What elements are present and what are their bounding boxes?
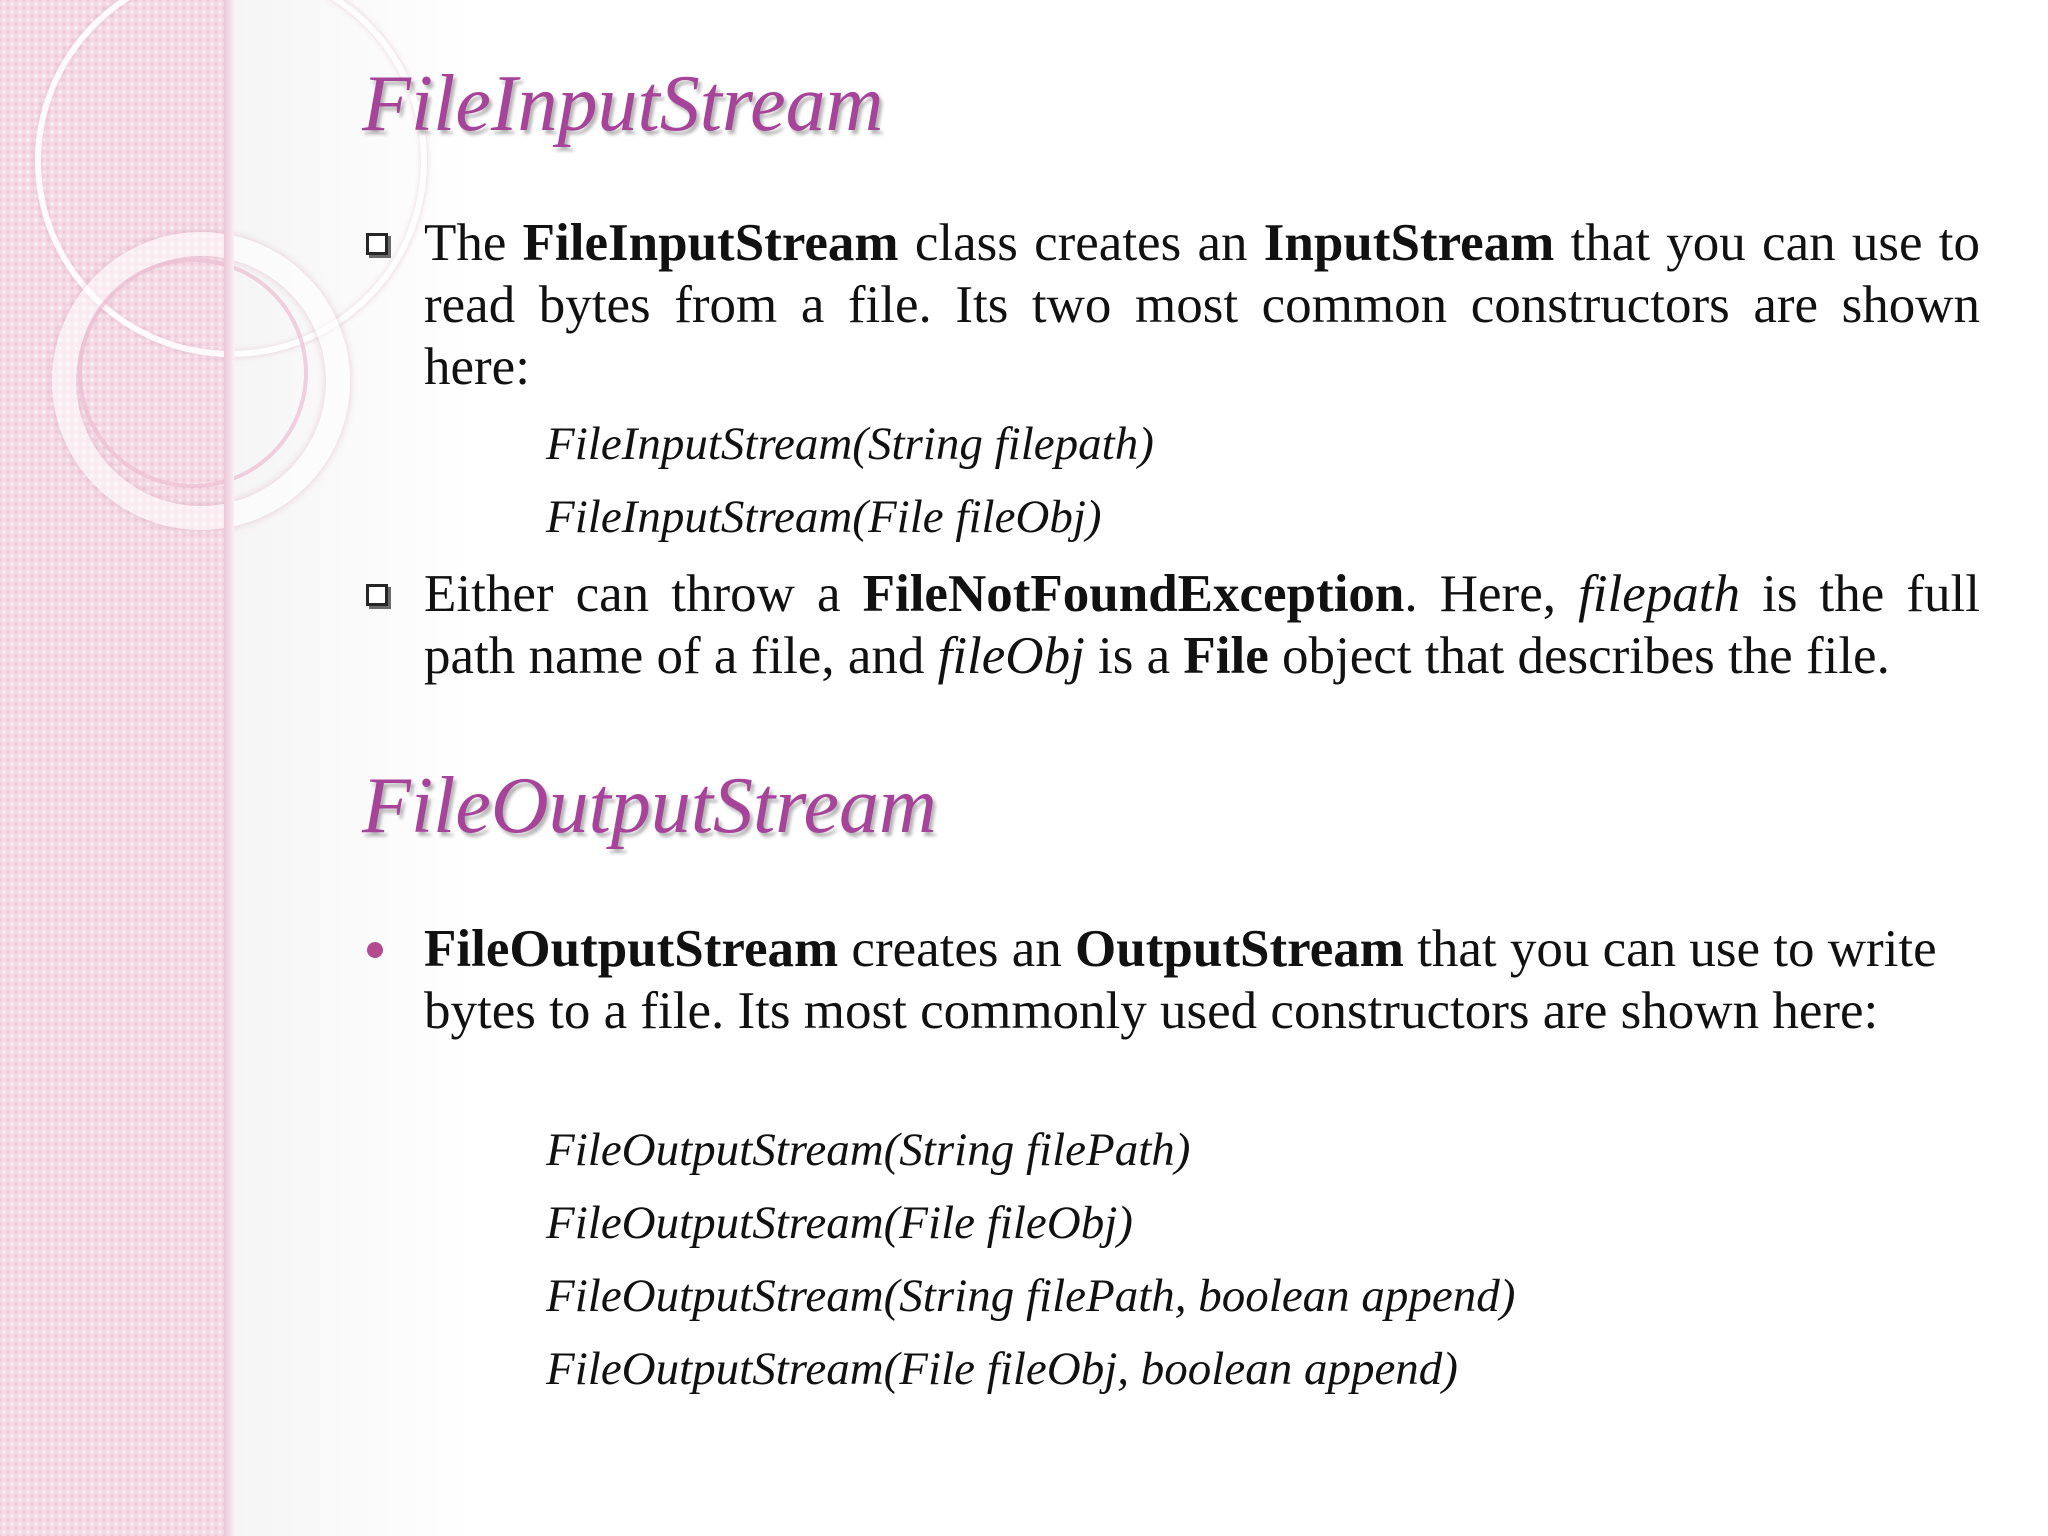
section-title-fileoutputstream: FileOutputStream bbox=[362, 762, 937, 850]
text-segment: that you can use to write bytes to a file. Its most commonly used constructors are shown here: bbox=[424, 920, 1937, 1040]
bold-term-fileinputstream: FileInputStream bbox=[522, 214, 899, 272]
constructor-signature: FileOutputStream(File fileObj, boolean append) bbox=[546, 1343, 1458, 1395]
dot-bullet-icon bbox=[367, 942, 383, 958]
text-segment: Either can throw a bbox=[424, 565, 863, 623]
bold-term-inputstream: InputStream bbox=[1263, 214, 1555, 272]
text-segment: is the full path name of a file, and bbox=[424, 565, 1980, 685]
text-segment: object that describes the file. bbox=[1268, 627, 1890, 685]
bullet-exception-description bbox=[424, 563, 1980, 687]
text-segment: is a bbox=[1084, 627, 1184, 685]
bold-term-filenotfoundexception: FileNotFoundException bbox=[862, 565, 1405, 623]
decorative-sidebar bbox=[0, 0, 228, 1536]
bullet-fileoutputstream-description bbox=[424, 918, 1944, 1042]
text-segment: class creates an bbox=[898, 214, 1264, 272]
bold-term-outputstream: OutputStream bbox=[1075, 920, 1404, 978]
bold-term-file: File bbox=[1183, 627, 1269, 685]
constructor-signature: FileInputStream(File fileObj) bbox=[546, 491, 1102, 543]
constructor-signature: FileInputStream(String filepath) bbox=[546, 418, 1154, 470]
text-segment: . Here, bbox=[1404, 565, 1579, 623]
bullet-fileinputstream-description bbox=[424, 212, 1980, 398]
text-segment: creates an bbox=[838, 920, 1076, 978]
text-segment: that you can use to read bytes from a file. Its two most common constructors are shown here: bbox=[424, 214, 1980, 396]
sidebar-edge bbox=[224, 0, 234, 1536]
constructor-signature: FileOutputStream(String filePath) bbox=[546, 1124, 1191, 1176]
square-bullet-icon bbox=[366, 233, 388, 255]
italic-term-filepath: filepath bbox=[1578, 565, 1740, 623]
bold-term-fileoutputstream: FileOutputStream bbox=[424, 920, 839, 978]
swirl-ring-inner bbox=[78, 258, 308, 488]
text-segment: The bbox=[424, 214, 523, 272]
section-title-fileinputstream: FileInputStream bbox=[362, 60, 884, 148]
square-bullet-icon bbox=[366, 584, 388, 606]
constructor-signature: FileOutputStream(String filePath, boolean append) bbox=[546, 1270, 1516, 1322]
constructor-signature: FileOutputStream(File fileObj) bbox=[546, 1197, 1133, 1249]
italic-term-fileobj: fileObj bbox=[937, 627, 1085, 685]
